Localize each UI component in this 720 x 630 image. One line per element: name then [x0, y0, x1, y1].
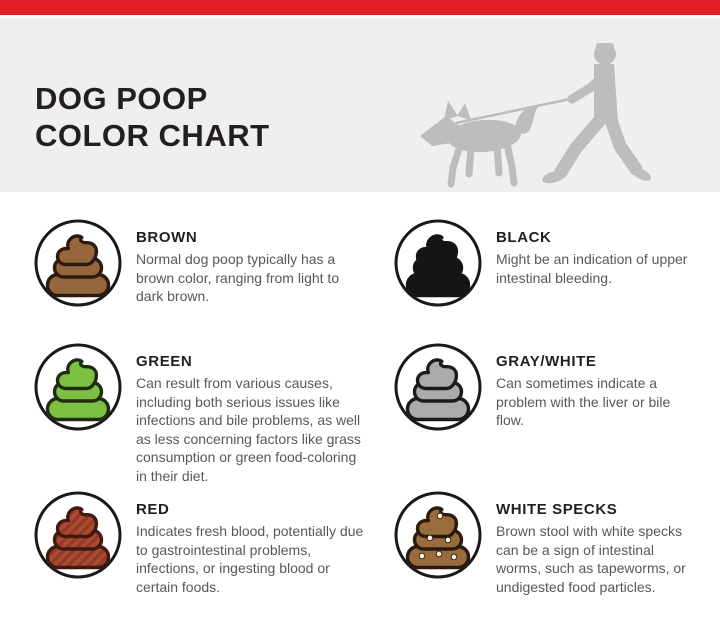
left-column	[0, 218, 364, 596]
entries-grid	[0, 192, 720, 596]
leash-line	[456, 99, 570, 123]
top-accent-bar	[0, 0, 720, 15]
header	[0, 18, 720, 192]
page-title-line1: DOG POOP	[35, 81, 208, 116]
poop-icon-white-specks	[393, 490, 483, 580]
entry-gray-white	[393, 342, 720, 490]
poop-icon-green	[33, 342, 123, 432]
poop-icon-gray	[393, 342, 483, 432]
entry-title: BROWN	[136, 229, 198, 246]
entry-description: Normal dog poop typically has a brown color, ranging from light to dark brown.	[136, 251, 340, 304]
entry-description: Can result from various causes, including both serious issues like infections and bile problems, as well as less concerning factors like grass consumption or green food-coloring in their diet.	[136, 375, 361, 484]
poop-icon-brown	[33, 218, 123, 308]
entry-green	[33, 342, 368, 490]
entry-title: GREEN	[136, 353, 193, 370]
entry-title: BLACK	[496, 229, 552, 246]
entry-red	[33, 490, 368, 596]
entry-description: Can sometimes indicate a problem with the liver or bile flow.	[496, 375, 671, 428]
entry-brown	[33, 218, 368, 342]
entry-title: WHITE SPECKS	[496, 501, 618, 518]
entry-description: Brown stool with white specks can be a sign of intestinal worms, such as tapeworms, or undigested food particles.	[496, 523, 686, 595]
entry-title: RED	[136, 501, 170, 518]
poop-icon-red	[33, 490, 123, 580]
right-column	[360, 218, 720, 596]
entry-white-specks	[393, 490, 720, 596]
entry-description: Indicates fresh blood, potentially due to gastrointestinal problems, infections, or ingesting blood or certain foods.	[136, 523, 364, 595]
poop-icon-black	[393, 218, 483, 308]
page-title-line2: COLOR CHART	[35, 118, 270, 153]
entry-description: Might be an indication of upper intestinal bleeding.	[496, 251, 688, 286]
page-title	[35, 80, 270, 154]
entry-title: GRAY/WHITE	[496, 353, 597, 370]
entry-black	[393, 218, 720, 342]
dog-walker-silhouette	[412, 36, 682, 192]
